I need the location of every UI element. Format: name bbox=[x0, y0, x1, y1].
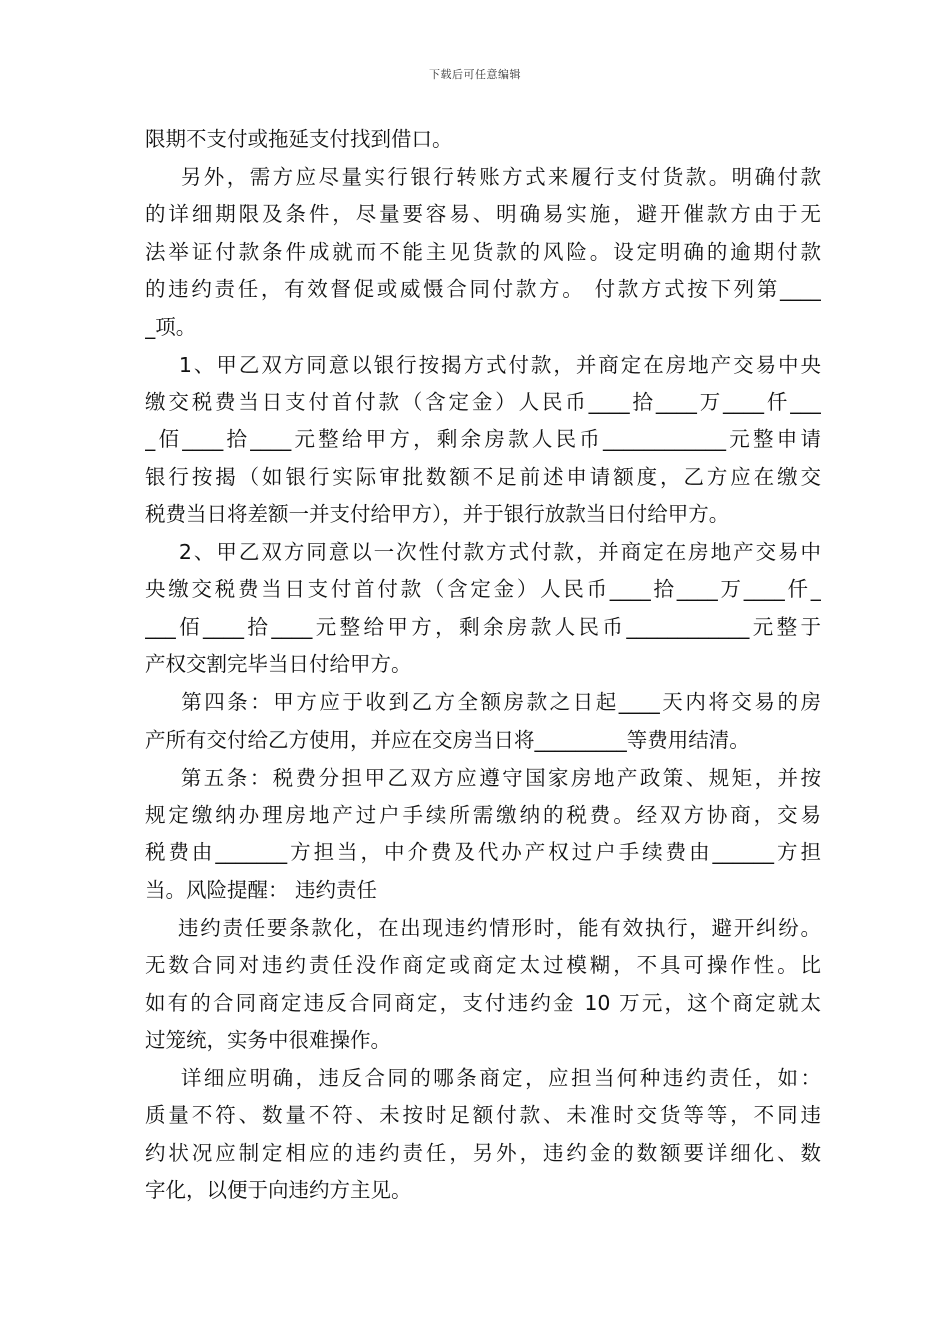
text-line: 另外，需方应尽量实行银行转账方式来履行支付货款。明确付款 bbox=[145, 164, 821, 189]
text-line: 无数合同对违约责任没作商定或商定太过模糊，不具可操作性。比 bbox=[145, 953, 821, 978]
text-line: 第五条：税费分担甲乙双方应遵守国家房地产政策、规矩，并按 bbox=[145, 765, 821, 790]
text-line: 银行按揭（如银行实际审批数额不足前述申请额度，乙方应在缴交 bbox=[145, 464, 821, 489]
text-line: 2、甲乙双方同意以一次性付款方式付款，并商定在房地产交易中 bbox=[145, 540, 821, 565]
text-line: 的详细期限及条件，尽量要容易、明确易实施，避开催款方由于无 bbox=[145, 202, 821, 227]
text-line: _项。 bbox=[145, 314, 197, 339]
text-line: 税费由_______方担当，中介费及代办产权过户手续费由______方担 bbox=[145, 840, 821, 865]
text-line: 限期不支付或拖延支付找到借口。 bbox=[145, 127, 453, 151]
text-line: 约状况应制定相应的违约责任，另外，违约金的数额要详细化、数 bbox=[145, 1140, 821, 1165]
text-line: 1、甲乙双方同意以银行按揭方式付款，并商定在房地产交易中央 bbox=[145, 352, 821, 377]
text-line: ___佰____拾____元整给甲方，剩余房款人民币____________元整于 bbox=[145, 614, 821, 639]
text-line: 过笼统，实务中很难操作。 bbox=[145, 1027, 391, 1052]
text-line: _佰____拾____元整给甲方，剩余房款人民币____________元整申请 bbox=[145, 427, 821, 452]
text-line: 缴交税费当日支付首付款（含定金）人民币____拾____万____仟___ bbox=[145, 389, 821, 414]
text-line: 如有的合同商定违反合同商定，支付违约金 10 万元，这个商定就太 bbox=[145, 990, 821, 1015]
page-header: 下载后可任意编辑 bbox=[429, 68, 521, 81]
text-line: 税费当日将差额一并支付给甲方），并于银行放款当日付给甲方。 bbox=[145, 502, 730, 527]
text-line: 第四条：甲方应于收到乙方全额房款之日起____天内将交易的房 bbox=[145, 690, 821, 715]
text-line: 违约责任要条款化，在出现违约情形时，能有效执行，避开纠纷。 bbox=[145, 915, 821, 940]
text-line: 的违约责任，有效督促或威慑合同付款方。 付款方式按下列第____ bbox=[145, 277, 821, 302]
text-line: 规定缴纳办理房地产过户手续所需缴纳的税费。经双方协商，交易 bbox=[145, 803, 821, 827]
text-line: 详细应明确，违反合同的哪条商定，应担当何种违约责任，如： bbox=[145, 1065, 821, 1090]
text-line: 当。风险提醒： 违约责任 bbox=[145, 877, 378, 902]
text-line: 法举证付款条件成就而不能主见货款的风险。设定明确的逾期付款 bbox=[145, 239, 821, 264]
document-body bbox=[145, 121, 821, 1209]
text-line: 产所有交付给乙方使用，并应在交房当日将_________等费用结清。 bbox=[145, 727, 750, 752]
text-line: 产权交割完毕当日付给甲方。 bbox=[145, 652, 412, 677]
text-line: 字化，以便于向违约方主见。 bbox=[145, 1178, 412, 1203]
text-line: 央缴交税费当日支付首付款（含定金）人民币____拾____万____仟_ bbox=[145, 577, 821, 602]
text-line: 质量不符、数量不符、未按时足额付款、未准时交货等等，不同违 bbox=[145, 1103, 821, 1128]
